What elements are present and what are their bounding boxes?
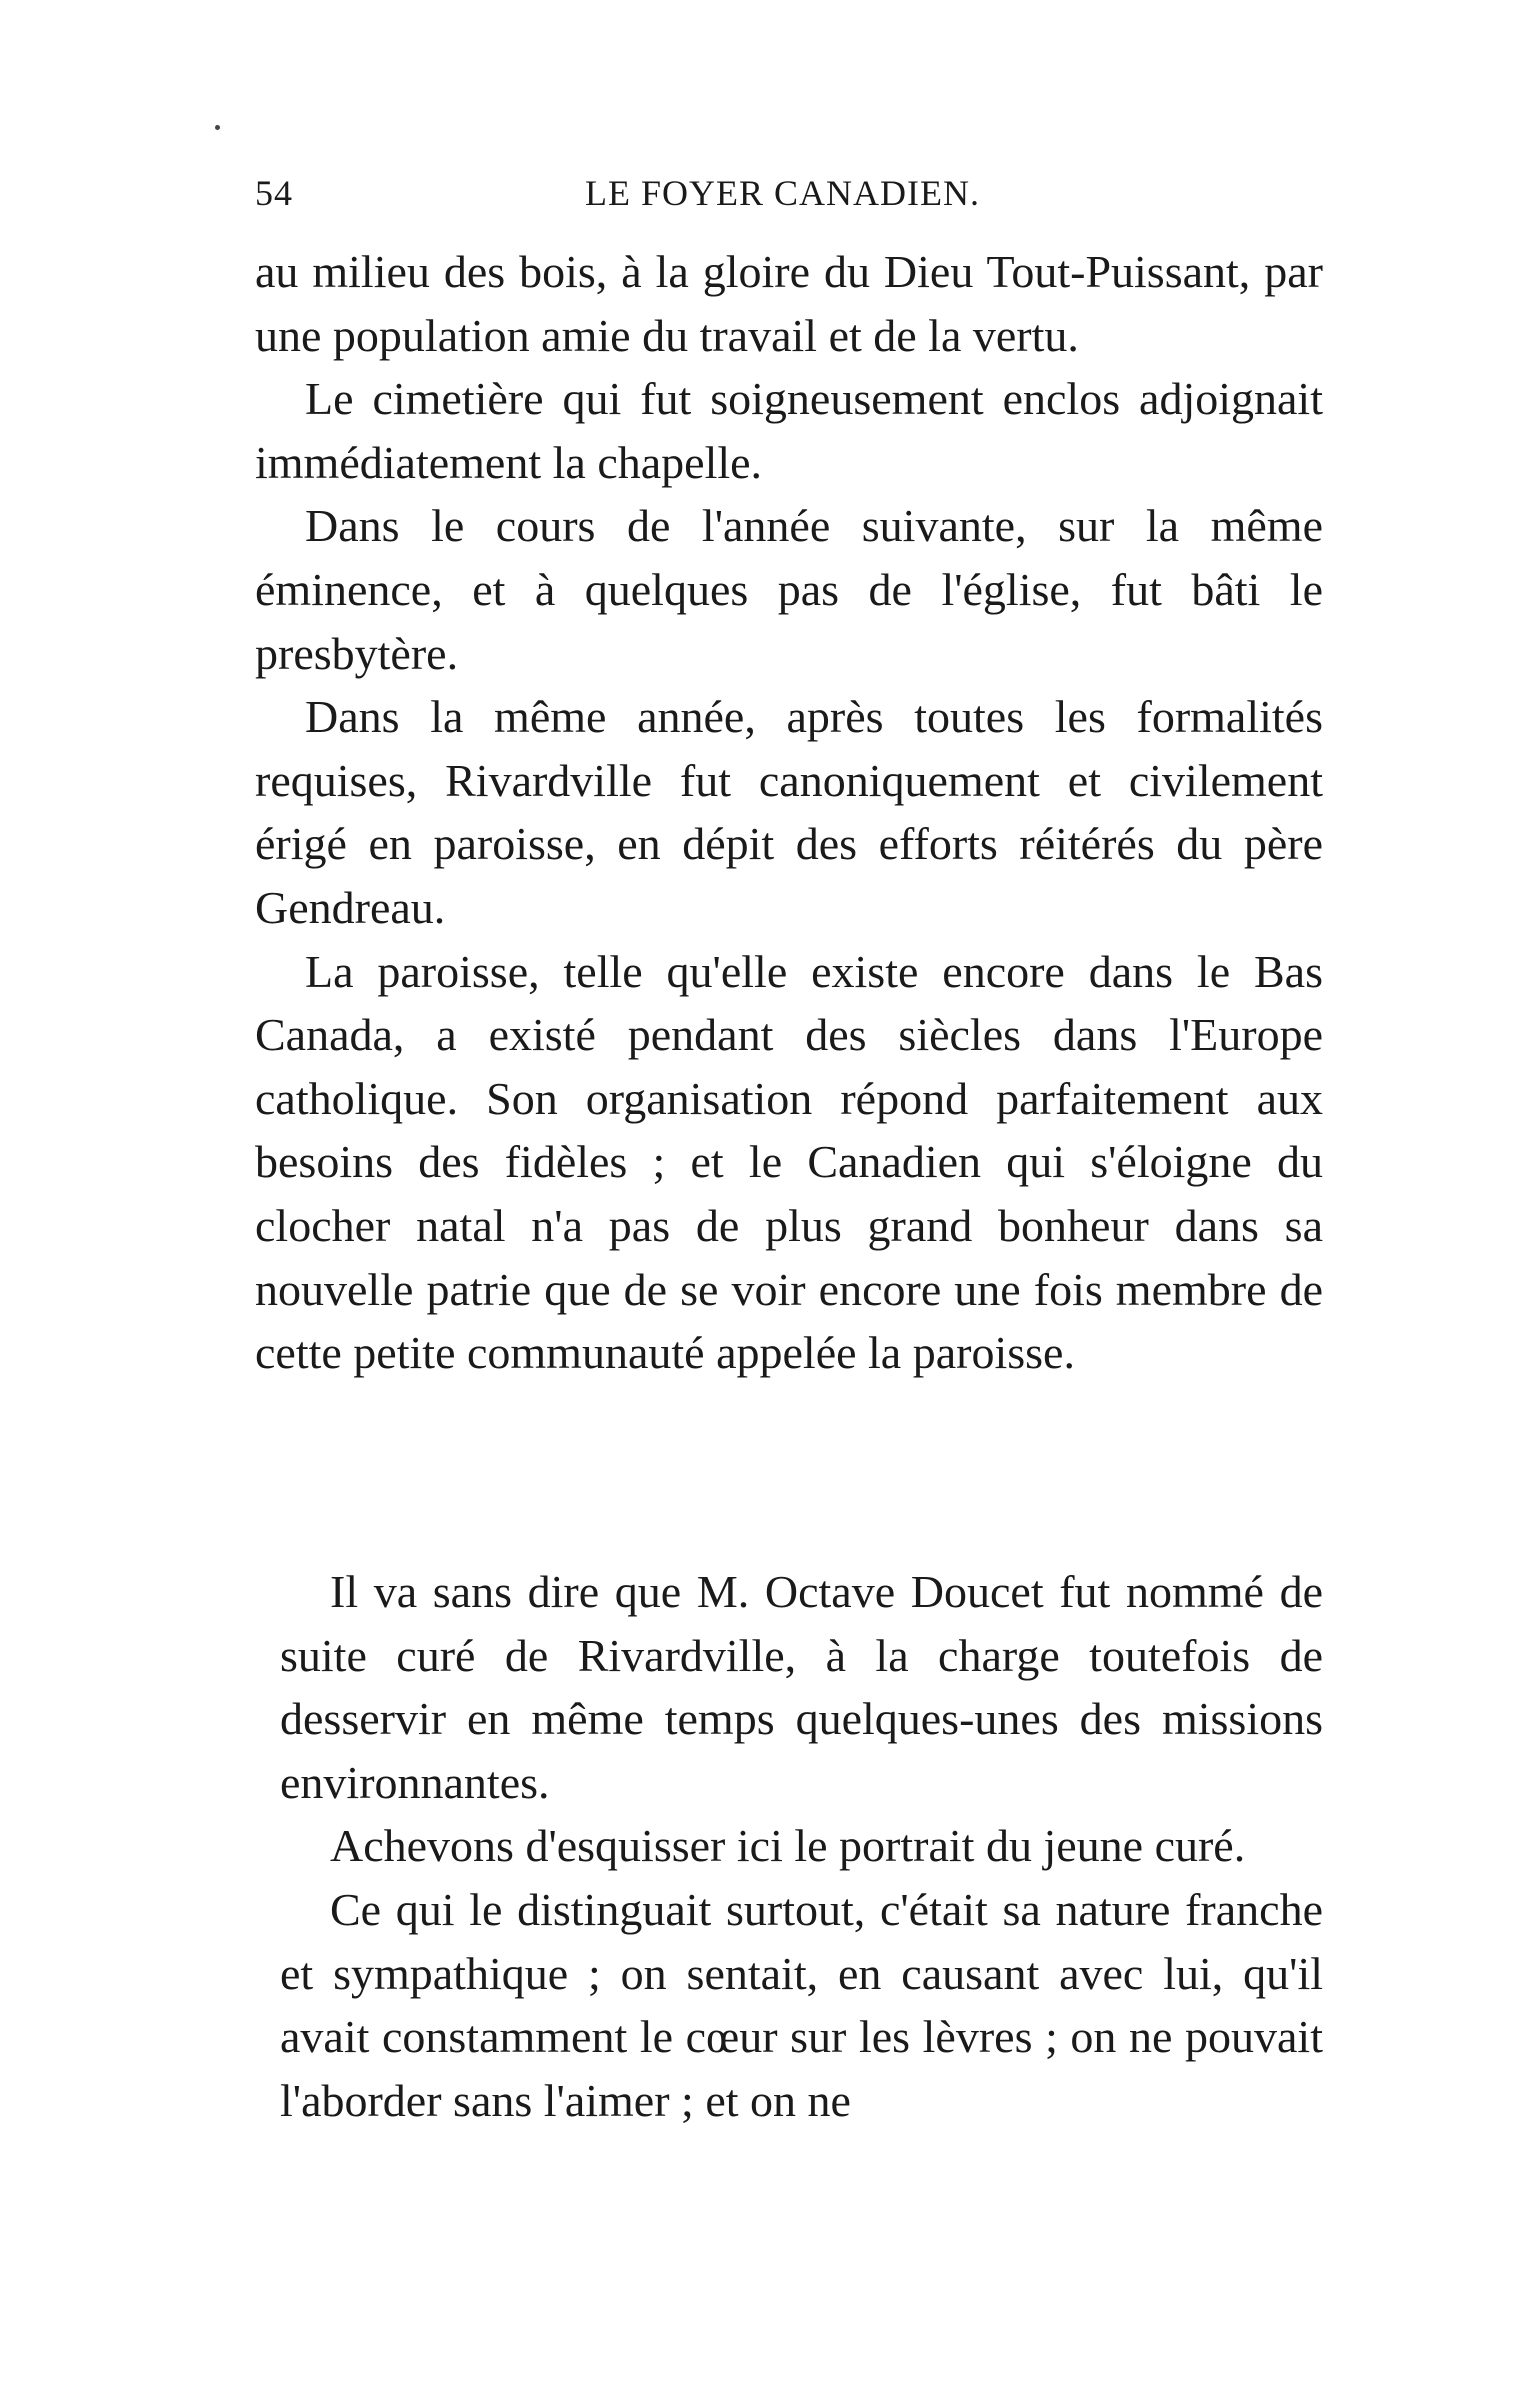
paragraph: Le cimetière qui fut soigneusement enclos adjoignait immédiatement la chapelle.	[255, 373, 1323, 488]
paragraph: Dans le cours de l'année suivante, sur la même éminence, et à quelques pas de l'église, fut bâti le presbytère.	[255, 500, 1323, 679]
paragraph: Achevons d'esquisser ici le portrait du jeune curé.	[330, 1820, 1246, 1872]
running-title: LE FOYER CANADIEN.	[585, 173, 980, 213]
text-section-2	[280, 1560, 1323, 2132]
paragraph: au milieu des bois, à la gloire du Dieu Tout-Puissant, par une population amie du travail et de la vertu.	[255, 246, 1323, 361]
paragraph: Dans la même année, après toutes les formalités requises, Rivardville fut canoniquement et civilement érigé en paroisse, en dépit des efforts réitérés du père Gendreau.	[255, 691, 1323, 933]
text-section-1	[255, 240, 1323, 1385]
ink-speck	[215, 125, 220, 130]
paragraph: Ce qui le distinguait surtout, c'était sa nature franche et sympathique ; on sentait, en causant avec lui, qu'il avait constamment le cœur sur les lèvres ; on ne pouvait l'aborder sans l'aimer ; et on ne	[280, 1883, 1323, 2126]
paragraph: Il va sans dire que M. Octave Doucet fut nommé de suite curé de Rivardville, à la charge toutefois de desservir en même temps quelques-unes des missions environnantes.	[280, 1566, 1323, 1808]
paragraph: La paroisse, telle qu'elle existe encore dans le Bas Canada, a existé pendant des siècles dans l'Europe catholique. Son organisation répond parfaitement aux besoins des fidèles ; et le Canadien qui s'éloigne du clocher natal n'a pas de plus grand bonheur dans sa nouvelle patrie que de se voir encore une fois membre de cette petite communauté appelée la paroisse.	[255, 945, 1323, 1379]
page-header	[255, 172, 1340, 232]
page-number: 54	[255, 173, 293, 213]
